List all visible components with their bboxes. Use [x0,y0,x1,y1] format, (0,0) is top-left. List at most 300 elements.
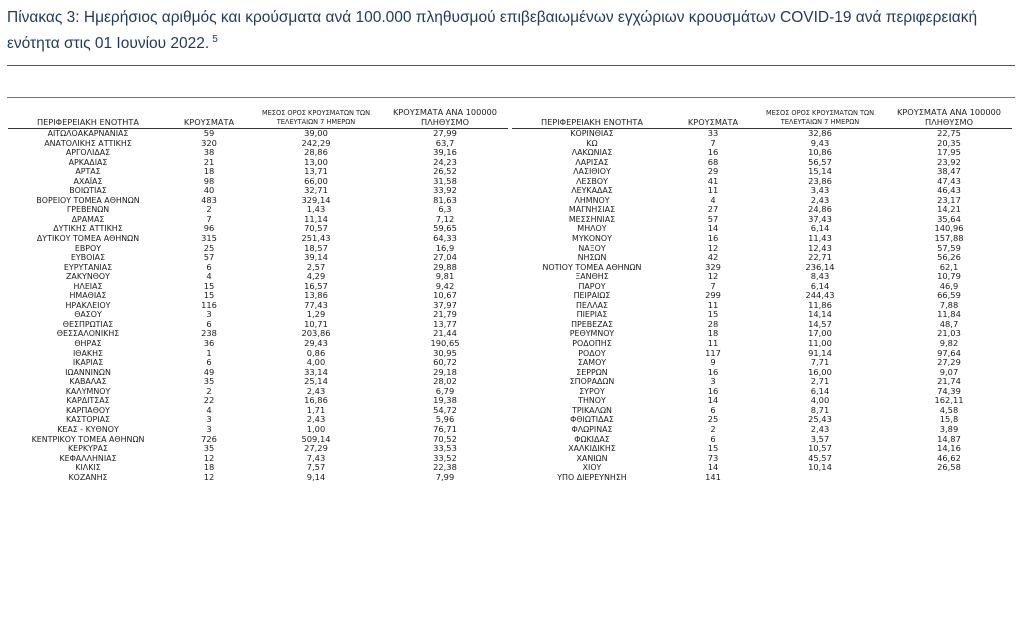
avg7-cell: 2,57 [306,262,326,272]
region-cell: ΚΕΦΑΛΛΗΝΙΑΣ [59,453,117,463]
cases-cell: 9 [710,358,716,368]
region-cell: ΘΑΣΟΥ [74,310,102,320]
avg7-cell: 28,86 [304,148,328,158]
avg7-cell: 203,86 [301,329,331,339]
avg7-cell: 8,71 [810,405,830,415]
header-avg7: ΜΕΣΟΣ ΟΡΟΣ ΚΡΟΥΣΜΑΤΩΝ ΤΩΝ ΤΕΛΕΥΤΑΙΩΝ 7 ΗΜΕΡΩΝ [754,102,886,129]
table-row [8,291,508,301]
avg7-cell: 1,43 [306,205,326,215]
cases-cell: 2 [206,386,212,396]
table-row [512,301,1012,311]
avg7-cell: 39,00 [304,128,328,138]
per100k-cell: 56,26 [937,253,961,263]
avg7-cell: 509,14 [301,434,331,444]
cases-cell: 320 [201,138,217,148]
per100k-cell: 33,53 [433,444,457,454]
cases-cell: 35 [203,377,215,387]
cases-cell: 35 [203,444,215,454]
per100k-cell: 190,65 [430,339,460,349]
per100k-cell: 14,87 [937,434,961,444]
region-cell: ΔΡΑΜΑΣ [71,214,105,224]
cases-cell: 73 [707,453,719,463]
cases-cell: 28 [707,319,719,329]
per100k-cell: 4,58 [939,405,959,415]
table-row [512,320,1012,330]
cases-cell: 726 [201,434,217,444]
avg7-cell: 10,14 [808,463,832,473]
cases-cell: 38 [203,148,215,158]
table-row [512,473,1012,483]
per100k-cell: 20,35 [937,138,961,148]
cases-cell: 7 [710,138,716,148]
per100k-cell: 17,95 [937,148,961,158]
per100k-cell: 46,43 [937,186,961,196]
header-avg7: ΜΕΣΟΣ ΟΡΟΣ ΚΡΟΥΣΜΑΤΩΝ ΤΩΝ ΤΕΛΕΥΤΑΙΩΝ 7 ΗΜΕΡΩΝ [250,102,382,129]
cases-cell: 7 [710,281,716,291]
table-row [8,473,508,483]
table-row [8,158,508,168]
cases-cell: 7 [206,214,212,224]
cases-cell: 98 [203,176,215,186]
table-row [512,215,1012,225]
per100k-cell: 48,7 [939,319,959,329]
avg7-cell: 56,57 [808,157,832,167]
per100k-cell: 24,23 [433,157,457,167]
avg7-cell: 16,86 [304,396,328,406]
cases-cell: 4 [206,405,212,415]
region-cell: ΙΚΑΡΙΑΣ [72,358,104,368]
avg7-cell: 13,00 [304,157,328,167]
table-header-row [512,102,1012,129]
cases-cell: 6 [206,262,212,272]
region-cell: ΒΟΙΩΤΙΑΣ [69,186,107,196]
cases-cell: 14 [707,396,719,406]
region-cell: ΑΝΑΤΟΛΙΚΗΣ ΑΤΤΙΚΗΣ [44,138,132,148]
region-cell: ΞΑΝΘΗΣ [575,272,609,282]
region-cell: ΑΙΤΩΛΟΑΚΑΡΝΑΝΙΑΣ [47,129,129,138]
table-row [8,329,508,339]
table-row [512,454,1012,464]
region-cell: ΛΗΜΝΟΥ [574,195,610,205]
avg7-cell: 25,43 [808,415,832,425]
table-row [8,435,508,445]
per100k-cell: 60,72 [433,358,457,368]
per100k-cell: 57,59 [937,243,961,253]
cases-cell: 299 [705,291,721,301]
per100k-cell: 16,9 [435,243,455,253]
cases-cell: 21 [203,157,215,167]
table-row [512,415,1012,425]
avg7-cell: 17,00 [808,329,832,339]
region-cell: ΗΡΑΚΛΕΙΟΥ [65,300,111,310]
cases-cell: 6 [206,358,212,368]
table-row [512,234,1012,244]
per100k-cell: 74,39 [937,386,961,396]
cases-cell: 315 [201,234,217,244]
per100k-cell: 27,04 [433,253,457,263]
region-cell: ΛΕΥΚΑΔΑΣ [571,186,613,196]
per100k-cell: 64,33 [433,234,457,244]
per100k-cell: 70,52 [433,434,457,444]
header-cases: ΚΡΟΥΣΜΑΤΑ [672,102,754,129]
per100k-cell: 37,97 [433,300,457,310]
cases-cell: 3 [206,310,212,320]
cases-cell: 238 [201,329,217,339]
avg7-cell: 2,43 [810,424,830,434]
cases-cell: 15 [707,310,719,320]
avg7-cell: 15,14 [808,167,832,177]
table-row [512,444,1012,454]
table-row [8,454,508,464]
per100k-cell: 97,64 [937,348,961,358]
table-row [512,272,1012,282]
cases-cell: 6 [710,405,716,415]
per100k-cell [886,473,1012,483]
per100k-cell: 59,65 [433,224,457,234]
per100k-cell: 62,1 [939,262,959,272]
region-cell: ΚΑΡΔΙΤΣΑΣ [66,396,110,406]
cases-cell: 14 [707,224,719,234]
per100k-cell: 3,89 [939,424,959,434]
avg7-cell: 22,71 [808,253,832,263]
cases-cell: 4 [710,195,716,205]
table-row [512,358,1012,368]
table-row [8,196,508,206]
region-cell: ΘΕΣΠΡΩΤΙΑΣ [62,319,114,329]
per100k-cell: 28,02 [433,377,457,387]
table-row [8,244,508,254]
per100k-cell: 39,16 [433,148,457,158]
avg7-cell: 11,86 [808,300,832,310]
avg7-cell: 29,43 [304,339,328,349]
avg7-cell: 27,29 [304,444,328,454]
region-cell: ΦΩΚΙΔΑΣ [574,434,610,444]
per100k-cell: 6,3 [438,205,452,215]
per100k-cell: 21,74 [937,377,961,387]
region-cell: ΗΜΑΘΙΑΣ [69,291,107,301]
cases-cell: 12 [707,272,719,282]
header-per100k: ΚΡΟΥΣΜΑΤΑ ΑΝΑ 100000 ΠΛΗΘΥΣΜΟ [886,102,1012,129]
table-row [8,387,508,397]
per100k-cell: 19,38 [433,396,457,406]
cases-cell: 15 [707,444,719,454]
avg7-cell: 37,43 [808,214,832,224]
table-row [8,349,508,359]
table-row [512,435,1012,445]
cases-cell: 18 [203,463,215,473]
avg7-cell: 9,43 [810,138,830,148]
region-cell: ΙΩΑΝΝΙΝΩΝ [65,367,111,377]
region-cell: ΚΑΒΑΛΑΣ [69,377,107,387]
table-row [8,167,508,177]
avg7-cell: 7,43 [306,453,326,463]
region-cell: ΝΗΣΩΝ [577,253,607,263]
avg7-cell: 13,71 [304,167,328,177]
table-row [8,205,508,215]
per100k-cell: 81,63 [433,195,457,205]
table-row [512,158,1012,168]
cases-cell: 29 [707,167,719,177]
cases-cell: 11 [707,339,719,349]
region-cell: ΜΥΚΟΝΟΥ [572,234,612,244]
cases-cell: 57 [203,253,215,263]
avg7-cell: 6,14 [810,281,830,291]
region-cell: ΕΥΡΥΤΑΝΙΑΣ [63,262,113,272]
table-row [512,406,1012,416]
avg7-cell: 3,43 [810,186,830,196]
per100k-cell: 27,99 [433,128,457,138]
per100k-cell: 14,21 [937,205,961,215]
per100k-cell: 21,79 [433,310,457,320]
avg7-cell: 236,14 [805,262,835,272]
cases-cell: 18 [707,329,719,339]
cases-cell: 25 [707,415,719,425]
region-cell: ΠΕΛΛΑΣ [575,300,609,310]
region-cell: ΧΑΛΚΙΔΙΚΗΣ [568,444,616,454]
top-divider [7,65,1015,66]
table-row [8,186,508,196]
per100k-cell: 29,18 [433,367,457,377]
table-row [512,196,1012,206]
region-cell: ΣΑΜΟΥ [577,358,607,368]
table-row [512,186,1012,196]
region-cell: ΧΑΝΙΩΝ [576,453,608,463]
per100k-cell: 66,59 [937,291,961,301]
per100k-cell: 15,8 [939,415,959,425]
table-row [8,377,508,387]
avg7-cell: 2,43 [810,195,830,205]
region-cell: ΠΕΙΡΑΙΩΣ [573,291,611,301]
cases-cell: 18 [203,167,215,177]
per100k-cell: 33,52 [433,453,457,463]
per100k-cell: 33,92 [433,186,457,196]
cases-cell: 141 [705,472,721,482]
cases-cell: 16 [707,367,719,377]
avg7-cell: 66,00 [304,176,328,186]
per100k-cell: 9,42 [435,281,455,291]
cases-cell: 3 [710,377,716,387]
avg7-cell: 10,71 [304,319,328,329]
avg7-cell: 2,43 [306,415,326,425]
table-row [8,301,508,311]
region-cell: ΣΠΟΡΑΔΩΝ [569,377,615,387]
avg7-cell: 0,86 [306,348,326,358]
region-cell: ΚΕΑΣ - ΚΥΘΝΟΥ [57,424,119,434]
cases-cell: 68 [707,157,719,167]
avg7-cell: 16,00 [808,367,832,377]
table-row [512,377,1012,387]
avg7-cell: 8,43 [810,272,830,282]
cases-cell: 116 [201,300,217,310]
left-data-table [8,102,508,482]
region-cell: ΚΙΛΚΙΣ [75,463,101,473]
table-row [512,310,1012,320]
table-row [8,320,508,330]
per100k-cell: 26,58 [937,463,961,473]
table-row [512,148,1012,158]
region-cell: ΧΙΟΥ [582,463,602,473]
avg7-cell: 11,00 [808,339,832,349]
avg7-cell: 45,57 [808,453,832,463]
region-cell: ΛΑΣΙΘΙΟΥ [573,167,611,177]
per100k-cell: 23,17 [937,195,961,205]
per100k-cell: 35,64 [937,214,961,224]
avg7-cell: 6,14 [810,386,830,396]
table-row [512,253,1012,263]
avg7-cell: 6,14 [810,224,830,234]
avg7-cell: 33,14 [304,367,328,377]
cases-cell: 12 [203,453,215,463]
region-cell: ΕΒΡΟΥ [74,243,102,253]
cases-cell: 33 [707,128,719,138]
region-cell: ΚΑΛΥΜΝΟΥ [65,386,111,396]
region-cell: ΣΥΡΟΥ [579,386,605,396]
region-cell: ΝΟΤΙΟΥ ΤΟΜΕΑ ΑΘΗΝΩΝ [542,262,642,272]
table-row [512,139,1012,149]
cases-cell: 117 [705,348,721,358]
per100k-cell: 31,58 [433,176,457,186]
per100k-cell: 9,81 [435,272,455,282]
avg7-cell: 32,71 [304,186,328,196]
per100k-cell: 22,75 [937,128,961,138]
header-divider [7,97,1015,98]
table-row [512,329,1012,339]
region-cell: ΘΕΣΣΑΛΟΝΙΚΗΣ [56,329,120,339]
cases-cell: 4 [206,272,212,282]
avg7-cell: 2,71 [810,377,830,387]
per100k-cell: 14,16 [937,444,961,454]
per100k-cell: 13,77 [433,319,457,329]
region-cell: ΑΡΤΑΣ [75,167,101,177]
avg7-cell: 25,14 [304,377,328,387]
avg7-cell: 3,57 [810,434,830,444]
region-cell: ΘΗΡΑΣ [74,339,102,349]
per100k-cell: 26,52 [433,167,457,177]
per100k-cell: 140,96 [934,224,964,234]
right-data-table [512,102,1012,482]
header-region: ΠΕΡΙΦΕΡΕΙΑΚΗ ΕΝΟΤΗΤΑ [8,102,168,129]
table-row [512,291,1012,301]
region-cell: ΦΛΩΡΙΝΑΣ [571,424,613,434]
avg7-cell: 242,29 [301,138,331,148]
region-cell: ΑΡΓΟΛΙΔΑΣ [65,148,111,158]
table-row [512,396,1012,406]
caption-text: Πίνακας 3: Ημερήσιος αριθμός και κρούσματα ανά 100.000 πληθυσμού επιβεβαιωμένων εγχώριων κρουσμάτων COVID-19 ανά περιφερειακή ενότητα στις 01 Ιουνίου 2022. [7,9,978,52]
avg7-cell: 13,86 [304,291,328,301]
table-row [8,139,508,149]
avg7-cell: 18,57 [304,243,328,253]
cases-cell: 40 [203,186,215,196]
cases-cell: 3 [206,415,212,425]
per100k-cell: 54,72 [433,405,457,415]
table-row [512,263,1012,273]
header-per100k: ΚΡΟΥΣΜΑΤΑ ΑΝΑ 100000 ΠΛΗΘΥΣΜΟ [382,102,508,129]
region-cell: ΚΑΣΤΟΡΙΑΣ [65,415,111,425]
right-table-section [512,102,1012,482]
cases-cell: 14 [707,463,719,473]
avg7-cell: 32,86 [808,128,832,138]
region-cell: ΚΩ [586,138,598,148]
region-cell: ΜΕΣΣΗΝΙΑΣ [568,214,616,224]
avg7-cell: 23,86 [808,176,832,186]
per100k-cell: 6,79 [435,386,455,396]
table-row [8,415,508,425]
table-caption [7,7,1012,55]
table-row [8,177,508,187]
cases-cell: 1 [206,348,212,358]
per100k-cell: 23,92 [937,157,961,167]
region-cell: ΣΕΡΡΩΝ [576,367,608,377]
cases-cell: 41 [707,176,719,186]
per100k-cell: 9,82 [939,339,959,349]
avg7-cell: 9,14 [306,472,326,482]
table-row [8,444,508,454]
avg7-cell: 14,14 [808,310,832,320]
region-cell: ΛΑΚΩΝΙΑΣ [571,148,613,158]
region-cell: ΠΙΕΡΙΑΣ [576,310,608,320]
cases-cell: 59 [203,128,215,138]
cases-cell: 12 [707,243,719,253]
per100k-cell: 29,88 [433,262,457,272]
cases-cell: 6 [710,434,716,444]
avg7-cell: 329,14 [301,195,331,205]
region-cell: ΕΥΒΟΙΑΣ [70,253,106,263]
cases-cell: 96 [203,224,215,234]
table-row [8,272,508,282]
avg7-cell: 16,57 [304,281,328,291]
region-cell: ΔΥΤΙΚΗΣ ΑΤΤΙΚΗΣ [53,224,123,234]
cases-cell: 2 [206,205,212,215]
avg7-cell: 70,57 [304,224,328,234]
per100k-cell: 30,95 [433,348,457,358]
region-cell: ΝΑΞΟΥ [578,243,606,253]
cases-cell: 49 [203,367,215,377]
region-cell: ΖΑΚΥΝΘΟΥ [66,272,110,282]
table-row [8,310,508,320]
per100k-cell: 7,99 [435,472,455,482]
avg7-cell: 24,86 [808,205,832,215]
per100k-cell: 10,67 [433,291,457,301]
region-cell: ΚΑΡΠΑΘΟΥ [66,405,110,415]
avg7-cell [754,473,886,483]
table-row [512,339,1012,349]
table-row [512,463,1012,473]
header-cases: ΚΡΟΥΣΜΑΤΑ [168,102,250,129]
per100k-cell: 5,96 [435,415,455,425]
cases-cell: 12 [203,472,215,482]
region-cell: ΚΕΝΤΡΙΚΟΥ ΤΟΜΕΑ ΑΘΗΝΩΝ [31,434,145,444]
table-row [512,282,1012,292]
region-cell: ΛΑΡΙΣΑΣ [575,157,609,167]
left-table-section [8,102,508,482]
cases-cell: 11 [707,186,719,196]
table-row [512,167,1012,177]
region-cell: ΡΕΘΥΜΝΟΥ [569,329,615,339]
per100k-cell: 46,62 [937,453,961,463]
cases-cell: 36 [203,339,215,349]
per100k-cell: 76,71 [433,424,457,434]
region-cell: ΚΟΡΙΝΘΙΑΣ [570,129,614,138]
table-row [8,358,508,368]
table-row [512,205,1012,215]
cases-cell: 27 [707,205,719,215]
header-region: ΠΕΡΙΦΕΡΕΙΑΚΗ ΕΝΟΤΗΤΑ [512,102,672,129]
per100k-cell: 21,44 [433,329,457,339]
region-cell: ΠΡΕΒΕΖΑΣ [571,319,613,329]
cases-cell: 3 [206,424,212,434]
avg7-cell: 4,29 [306,272,326,282]
region-cell: ΤΡΙΚΑΛΩΝ [572,405,612,415]
